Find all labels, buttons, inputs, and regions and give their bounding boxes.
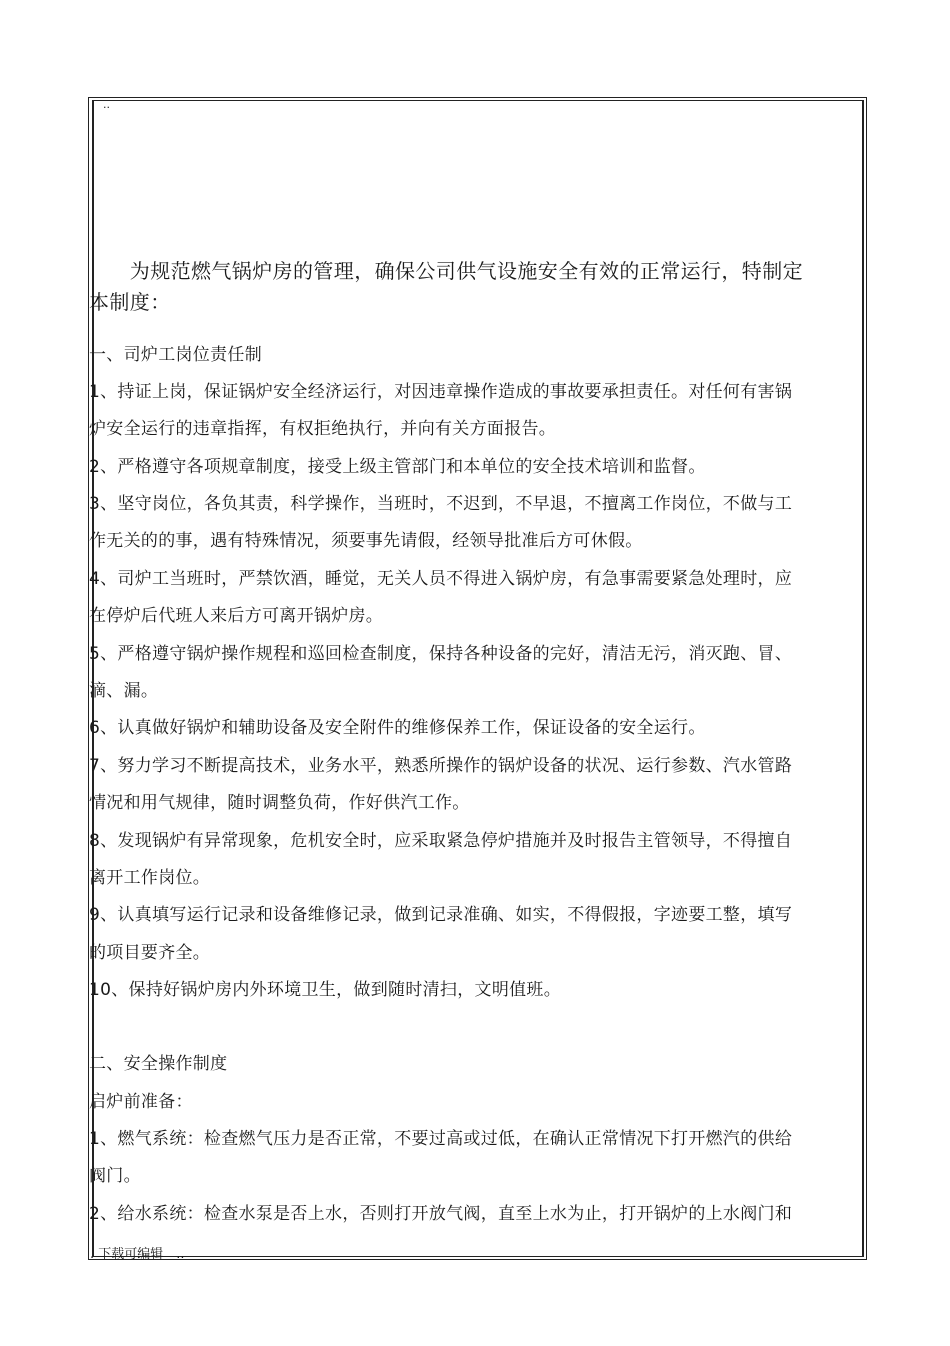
- top-marker: ..: [103, 98, 110, 111]
- section1-line: 5、严格遵守锅炉操作规程和巡回检查制度，保持各种设备的完好，清洁无污，消灭跑、冒、: [89, 644, 793, 664]
- section1-line: 7、努力学习不断提高技术，业务水平，熟悉所操作的锅炉设备的状况、运行参数、汽水管路: [89, 756, 793, 776]
- section1-line: 4、司炉工当班时，严禁饮酒，睡觉，无关人员不得进入锅炉房，有急事需要紧急处理时，应: [89, 569, 793, 589]
- section1-line: 9、认真填写运行记录和设备维修记录，做到记录准确、如实，不得假报，字迹要工整，填写: [89, 905, 793, 925]
- section1-line: 6、认真做好锅炉和辅助设备及安全附件的维修保养工作，保证设备的安全运行。: [89, 718, 706, 738]
- section1-line: 8、发现锅炉有异常现象，危机安全时，应采取紧急停炉措施并及时报告主管领导，不得擅自: [89, 831, 793, 851]
- footer-note: . 下载可编辑 ..: [90, 1247, 185, 1262]
- section1-line: 10、保持好锅炉房内外环境卫生，做到随时清扫，文明值班。: [89, 980, 562, 1000]
- section2-subtitle: 启炉前准备：: [89, 1092, 193, 1112]
- section1-line: 离开工作岗位。: [89, 868, 211, 888]
- section1-line: 1、持证上岗，保证锅炉安全经济运行，对因违章操作造成的事故要承担责任。对任何有害锅: [89, 382, 793, 402]
- intro-line: 为规范燃气锅炉房的管理，确保公司供气设施安全有效的正常运行，特制定: [89, 259, 803, 283]
- section1-line: 情况和用气规律，随时调整负荷，作好供汽工作。: [89, 793, 470, 813]
- section2-line: 阀门。: [89, 1166, 141, 1186]
- section2-line: 1、燃气系统：检查燃气压力是否正常，不要过高或过低，在确认正常情况下打开燃汽的供给: [89, 1129, 793, 1149]
- section1-line: 的项目要齐全。: [89, 943, 211, 963]
- intro-line: 本制度：: [89, 290, 171, 314]
- section1-line: 炉安全运行的违章指挥，有权拒绝执行，并向有关方面报告。: [89, 419, 557, 439]
- section1-line: 作无关的的事，遇有特殊情况，须要事先请假，经领导批准后方可休假。: [89, 531, 643, 551]
- section1-line: 在停炉后代班人来后方可离开锅炉房。: [89, 606, 384, 626]
- section2-line: 2、给水系统：检查水泵是否上水，否则打开放气阀，直至上水为止，打开锅炉的上水阀门和: [89, 1204, 793, 1224]
- section1-line: 3、坚守岗位，各负其责，科学操作，当班时，不迟到，不早退，不擅离工作岗位，不做与工: [89, 494, 793, 514]
- section1-title: 一、司炉工岗位责任制: [89, 345, 262, 365]
- section1-line: 滴、漏。: [89, 681, 159, 701]
- section1-line: 2、严格遵守各项规章制度，接受上级主管部门和本单位的安全技术培训和监督。: [89, 457, 706, 477]
- section2-title: 二、安全操作制度: [89, 1054, 228, 1074]
